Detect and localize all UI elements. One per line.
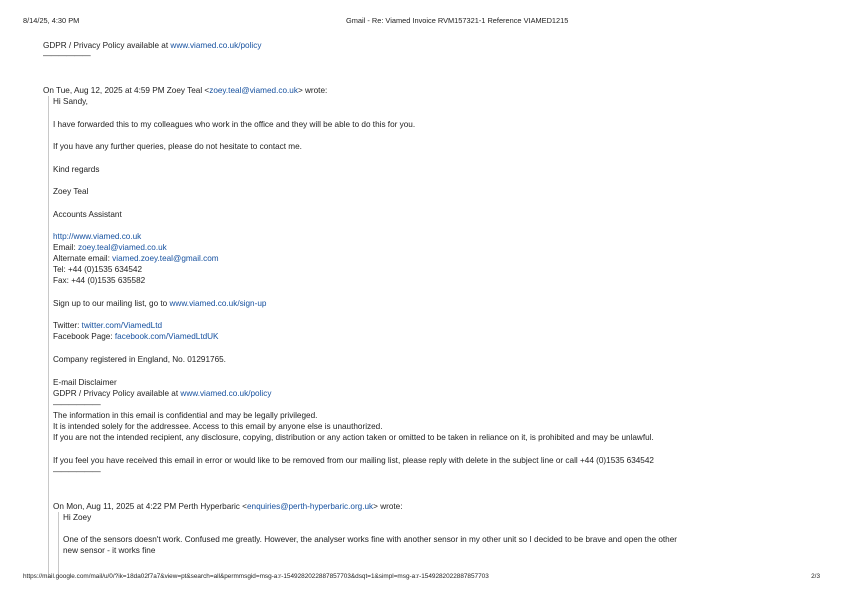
- reply1-mailing-line: [53, 299, 266, 309]
- reply1-separator-1: ——————: [53, 400, 101, 409]
- reply2-greeting: Hi Zoey: [63, 513, 92, 522]
- reply1-fax: Fax: +44 (0)1535 635582: [53, 276, 146, 285]
- print-url: https://mail.google.com/mail/u/0/?ik=18da02f7a7&view=pt&search=all&permmsgid=msg-a:r-1549282022887857703&dsqt=1&simpl=msg-a:r-1549282022887857703: [23, 573, 489, 580]
- reply1-disclaimer-1: The information in this email is confidential and may be legally privileged.: [53, 411, 318, 420]
- reply1-sender-name: Zoey Teal: [53, 187, 89, 196]
- top-policy-prefix: GDPR / Privacy Policy available at: [43, 41, 171, 50]
- top-policy-line: [43, 41, 261, 51]
- reply1-disclaimer-3: If you are not the intended recipient, any disclosure, copying, distribution or any action taken or omitted to be taken in reliance on it, is prohibited and may be unlawful.: [53, 433, 654, 442]
- print-title: Gmail - Re: Viamed Invoice RVM157321-1 Reference VIAMED1215: [346, 16, 569, 25]
- reply1-alt-email-line: [53, 254, 219, 264]
- reply1-alt-email-label: Alternate email:: [53, 254, 113, 263]
- reply1-facebook-label: Facebook Page:: [53, 332, 115, 341]
- reply2-para1-line2: new sensor - it works fine: [63, 546, 156, 555]
- reply1-website-link[interactable]: http://www.viamed.co.uk: [53, 232, 142, 241]
- reply1-policy-link[interactable]: www.viamed.co.uk/policy: [180, 389, 272, 398]
- reply1-email-line: [53, 243, 167, 253]
- reply1-facebook-line: [53, 332, 219, 342]
- reply1-sender-role: Accounts Assistant: [53, 210, 122, 219]
- reply1-email-link[interactable]: zoey.teal@viamed.co.uk: [78, 243, 167, 252]
- reply1-company: Company registered in England, No. 01291765.: [53, 355, 226, 364]
- reply2-attribution: [53, 502, 403, 512]
- reply1-greeting: Hi Sandy,: [53, 97, 88, 106]
- reply1-mailing-link[interactable]: www.viamed.co.uk/sign-up: [169, 299, 267, 308]
- reply1-regards: Kind regards: [53, 165, 100, 174]
- reply2-para1-line1: One of the sensors doesn't work. Confused me greatly. However, the analyser works fine with another sensor in my other unit so I decided to be brave and open the other: [63, 535, 677, 544]
- top-policy-link[interactable]: www.viamed.co.uk/policy: [170, 41, 262, 50]
- reply1-alt-email-link[interactable]: viamed.zoey.teal@gmail.com: [112, 254, 219, 263]
- reply1-disclaimer-4: If you feel you have received this email in error or would like to be removed from our mailing list, please reply with delete in the subject line or call +44 (0)1535 634542: [53, 456, 654, 465]
- top-separator: ——————: [43, 51, 91, 60]
- reply1-attrib-prefix: On Tue, Aug 12, 2025 at 4:59 PM Zoey Teal <: [43, 86, 210, 95]
- reply2-attrib-prefix: On Mon, Aug 11, 2025 at 4:22 PM Perth Hyperbaric <: [53, 502, 247, 511]
- reply2-quote-bar: [58, 512, 59, 578]
- reply1-twitter-line: [53, 321, 162, 331]
- reply1-quote-bar: [48, 96, 49, 578]
- reply1-policy-line: [53, 389, 271, 399]
- page-number: 2/3: [811, 573, 820, 580]
- reply1-facebook-link[interactable]: facebook.com/ViamedLtdUK: [114, 332, 219, 341]
- reply1-policy-prefix: GDPR / Privacy Policy available at: [53, 389, 181, 398]
- reply1-twitter-link[interactable]: twitter.com/ViamedLtd: [81, 321, 163, 330]
- reply1-para1: I have forwarded this to my colleagues who work in the office and they will be able to do this for you.: [53, 120, 416, 129]
- reply1-attribution: [43, 86, 327, 96]
- reply1-attrib-suffix: > wrote:: [297, 86, 328, 95]
- reply1-twitter-label: Twitter:: [53, 321, 82, 330]
- reply1-tel: Tel: +44 (0)1535 634542: [53, 265, 142, 274]
- reply2-attrib-suffix: > wrote:: [373, 502, 403, 511]
- reply1-mailing-prefix: Sign up to our mailing list, go to: [53, 299, 170, 308]
- reply1-email-label: Email:: [53, 243, 79, 252]
- reply1-para2: If you have any further queries, please do not hesitate to contact me.: [53, 142, 302, 151]
- reply1-disclaimer-2: It is intended solely for the addressee. Access to this email by anyone else is unauthorized.: [53, 422, 383, 431]
- reply1-attrib-email[interactable]: zoey.teal@viamed.co.uk: [209, 86, 298, 95]
- reply1-disclaimer-title: E-mail Disclaimer: [53, 378, 117, 387]
- print-datetime: 8/14/25, 4:30 PM: [23, 16, 80, 25]
- reply1-separator-2: ——————: [53, 467, 101, 476]
- reply2-attrib-email[interactable]: enquiries@perth-hyperbaric.org.uk: [246, 502, 374, 511]
